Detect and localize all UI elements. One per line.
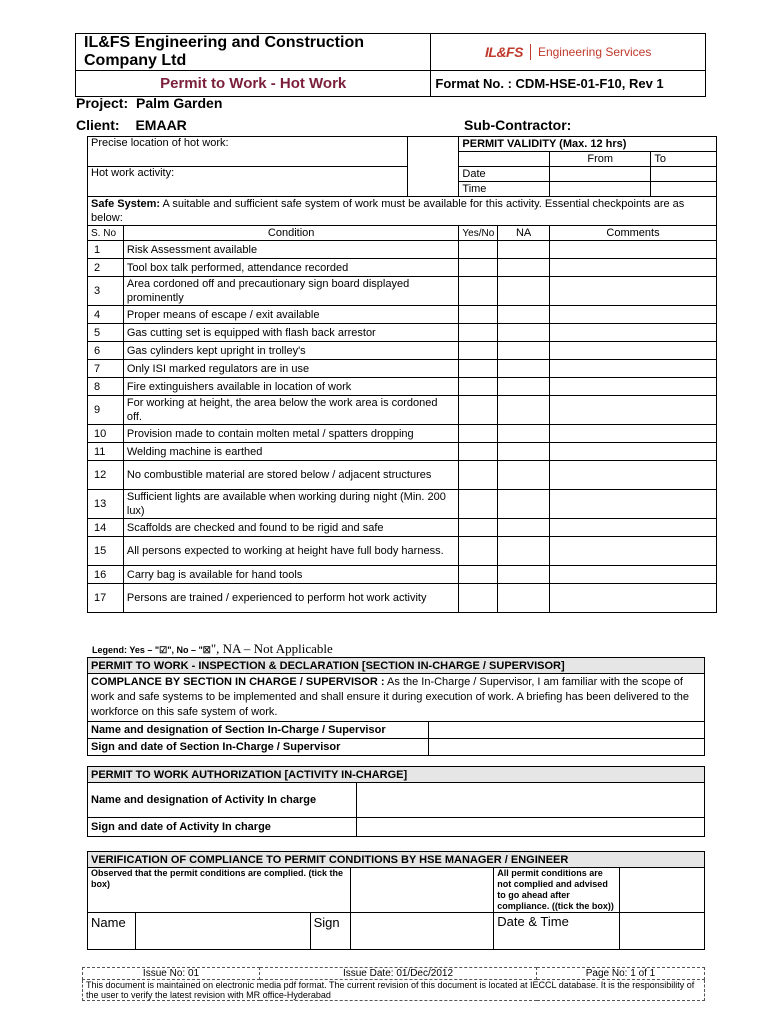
row-condition: All persons expected to working at height have full body harness.	[123, 537, 459, 566]
row-yesno-field[interactable]	[459, 490, 498, 519]
client-value: EMAAR	[135, 117, 187, 133]
row-yesno-field[interactable]	[459, 396, 498, 425]
checklist-row	[88, 566, 717, 584]
safe-system-label: Safe System:	[91, 198, 161, 210]
checklist-row	[88, 342, 717, 360]
row-na-field[interactable]	[498, 277, 550, 306]
checklist-row	[88, 396, 717, 425]
location-label: Precise location of hot work:	[88, 137, 408, 167]
issue-number: Issue No: 01	[83, 968, 260, 980]
row-comments-field[interactable]	[549, 425, 716, 443]
checklist-row	[88, 241, 717, 259]
row-yesno-field[interactable]	[459, 584, 498, 613]
row-condition: Fire extinguishers available in location of work	[123, 378, 459, 396]
row-number: 4	[88, 306, 124, 324]
activity-incharge-name-label: Name and designation of Activity In charge	[88, 783, 357, 818]
row-yesno-field[interactable]	[459, 277, 498, 306]
row-yesno-field[interactable]	[459, 566, 498, 584]
authorization-heading: PERMIT TO WORK AUTHORIZATION [ACTIVITY IN-CHARGE]	[88, 767, 705, 783]
footer-note: This document is maintained on electronic media pdf format. The current revision of this document is located at IECCL database. It is the responsibility of the user to verify the latest revision with MR office-Hyderabad	[83, 980, 705, 1001]
time-label: Time	[459, 182, 550, 197]
condition-header: Condition	[123, 226, 459, 241]
page-number: Page No: 1 of 1	[537, 968, 705, 980]
checklist-row	[88, 324, 717, 342]
legend	[92, 641, 333, 657]
row-yesno-field[interactable]	[459, 443, 498, 461]
row-comments-field[interactable]	[549, 490, 716, 519]
row-na-field[interactable]	[498, 566, 550, 584]
checklist-row	[88, 259, 717, 277]
row-yesno-field[interactable]	[459, 306, 498, 324]
row-comments-field[interactable]	[549, 443, 716, 461]
safe-system-text: A suitable and sufficient safe system of work must be available for this activity. Essential checkpoints are as below:	[91, 198, 685, 224]
checklist-row	[88, 277, 717, 306]
checklist-row	[88, 584, 717, 613]
checklist-row	[88, 537, 717, 566]
legend-prefix: Legend: Yes – "☑", No – "☒	[92, 645, 211, 655]
row-comments-field[interactable]	[549, 584, 716, 613]
time-from-field[interactable]	[549, 182, 650, 197]
project-value: Palm Garden	[136, 95, 223, 111]
row-yesno-field[interactable]	[459, 537, 498, 566]
location-gap	[407, 137, 459, 197]
document-footer	[82, 967, 705, 1001]
row-condition: For working at height, the area below the work area is cordoned off.	[123, 396, 459, 425]
row-condition: Area cordoned off and precautionary sign board displayed prominently	[123, 277, 459, 306]
checklist-row	[88, 519, 717, 537]
row-number: 8	[88, 378, 124, 396]
row-yesno-field[interactable]	[459, 425, 498, 443]
row-na-field[interactable]	[498, 378, 550, 396]
company-name: IL&FS Engineering and Construction Company Ltd	[76, 34, 431, 71]
checklist-row	[88, 443, 717, 461]
row-na-field[interactable]	[498, 306, 550, 324]
activity-incharge-name-field[interactable]	[357, 783, 705, 818]
hot-work-checklist	[87, 136, 717, 613]
authorization-section	[87, 766, 705, 837]
project-line	[76, 95, 222, 111]
client-label: Client:	[76, 117, 120, 133]
ilfs-logo-icon: IL&FS	[485, 44, 523, 60]
date-to-field[interactable]	[651, 167, 717, 182]
row-comments-field[interactable]	[549, 306, 716, 324]
checklist-row	[88, 360, 717, 378]
client-line	[76, 117, 187, 133]
activity-label: Hot work activity:	[88, 167, 408, 197]
row-number: 6	[88, 342, 124, 360]
row-condition: Scaffolds are checked and found to be rigid and safe	[123, 519, 459, 537]
row-yesno-field[interactable]	[459, 324, 498, 342]
row-comments-field[interactable]	[549, 342, 716, 360]
activity-incharge-sign-field[interactable]	[357, 818, 705, 837]
compliance-text: As the In-Charge / Supervisor, I am familiar with the scope of work and safe systems to be implemented and shall ensure it during execution of work. A briefing has been delivered to the workforce on this safe system of work.	[91, 676, 690, 718]
to-label: To	[651, 152, 717, 167]
complied-checkbox[interactable]	[350, 868, 494, 913]
hse-datetime-label: Date & Time	[494, 913, 620, 950]
row-number: 3	[88, 277, 124, 306]
checklist-row	[88, 425, 717, 443]
row-na-field[interactable]	[498, 584, 550, 613]
checklist-row	[88, 490, 717, 519]
compliance-statement	[88, 674, 705, 722]
row-number: 7	[88, 360, 124, 378]
row-na-field[interactable]	[498, 241, 550, 259]
verification-heading: VERIFICATION OF COMPLIANCE TO PERMIT CONDITIONS BY HSE MANAGER / ENGINEER	[88, 852, 705, 868]
hse-name-field[interactable]	[135, 913, 310, 950]
row-number: 16	[88, 566, 124, 584]
row-condition: Welding machine is earthed	[123, 443, 459, 461]
row-na-field[interactable]	[498, 461, 550, 490]
company-logo	[431, 34, 706, 71]
hse-datetime-field[interactable]	[620, 913, 705, 950]
hse-name-label: Name	[88, 913, 136, 950]
date-label: Date	[459, 167, 550, 182]
hse-sign-label: Sign	[310, 913, 350, 950]
comments-header: Comments	[549, 226, 716, 241]
row-condition: Gas cutting set is equipped with flash back arrestor	[123, 324, 459, 342]
row-condition: Provision made to contain molten metal / spatters dropping	[123, 425, 459, 443]
not-complied-checkbox[interactable]	[620, 868, 705, 913]
row-comments-field[interactable]	[549, 259, 716, 277]
row-yesno-field[interactable]	[459, 360, 498, 378]
row-comments-field[interactable]	[549, 519, 716, 537]
row-na-field[interactable]	[498, 360, 550, 378]
logo-text: Engineering Services	[537, 45, 652, 59]
inspection-section	[87, 657, 705, 756]
time-to-field[interactable]	[651, 182, 717, 197]
row-na-field[interactable]	[498, 425, 550, 443]
checklist-row	[88, 461, 717, 490]
row-number: 10	[88, 425, 124, 443]
row-number: 11	[88, 443, 124, 461]
row-na-field[interactable]	[498, 259, 550, 277]
row-na-field[interactable]	[498, 396, 550, 425]
row-na-field[interactable]	[498, 519, 550, 537]
hse-sign-field[interactable]	[350, 913, 494, 950]
row-yesno-field[interactable]	[459, 259, 498, 277]
row-number: 1	[88, 241, 124, 259]
compliance-label: COMPLANCE BY SECTION IN CHARGE / SUPERVISOR :	[91, 676, 385, 688]
row-number: 14	[88, 519, 124, 537]
row-condition: Persons are trained / experienced to perform hot work activity	[123, 584, 459, 613]
na-header: NA	[498, 226, 550, 241]
format-number: Format No. : CDM-HSE-01-F10, Rev 1	[431, 71, 706, 97]
row-number: 17	[88, 584, 124, 613]
row-number: 9	[88, 396, 124, 425]
activity-incharge-sign-label: Sign and date of Activity In charge	[88, 818, 357, 837]
legend-suffix: ", NA – Not Applicable	[210, 641, 333, 656]
row-yesno-field[interactable]	[459, 378, 498, 396]
row-comments-field[interactable]	[549, 277, 716, 306]
subcontractor-label: Sub-Contractor:	[464, 117, 572, 133]
row-comments-field[interactable]	[549, 324, 716, 342]
project-label: Project:	[76, 95, 129, 111]
row-comments-field[interactable]	[549, 378, 716, 396]
sno-header: S. No	[88, 226, 124, 241]
row-na-field[interactable]	[498, 537, 550, 566]
document-header	[75, 33, 706, 97]
issue-date: Issue Date: 01/Dec/2012	[260, 968, 537, 980]
row-na-field[interactable]	[498, 490, 550, 519]
row-number: 15	[88, 537, 124, 566]
section-incharge-sign-label: Sign and date of Section In-Charge / Supervisor	[88, 739, 429, 756]
row-comments-field[interactable]	[549, 537, 716, 566]
row-na-field[interactable]	[498, 342, 550, 360]
checklist-row	[88, 306, 717, 324]
row-number: 2	[88, 259, 124, 277]
row-comments-field[interactable]	[549, 566, 716, 584]
validity-label: PERMIT VALIDITY (Max. 12 hrs)	[459, 137, 717, 152]
row-comments-field[interactable]	[549, 241, 716, 259]
checklist-row	[88, 378, 717, 396]
verification-section	[87, 851, 705, 950]
row-condition: Tool box talk performed, attendance recorded	[123, 259, 459, 277]
validity-blank	[459, 152, 550, 167]
row-na-field[interactable]	[498, 443, 550, 461]
row-yesno-field[interactable]	[459, 519, 498, 537]
row-na-field[interactable]	[498, 324, 550, 342]
inspection-heading: PERMIT TO WORK - INSPECTION & DECLARATION [SECTION IN-CHARGE / SUPERVISOR]	[88, 658, 705, 674]
form-title: Permit to Work - Hot Work	[76, 71, 431, 97]
row-yesno-field[interactable]	[459, 342, 498, 360]
section-incharge-name-field[interactable]	[429, 722, 705, 739]
row-comments-field[interactable]	[549, 461, 716, 490]
complied-text: Observed that the permit conditions are complied. (tick the box)	[88, 868, 351, 913]
row-condition: Carry bag is available for hand tools	[123, 566, 459, 584]
date-from-field[interactable]	[549, 167, 650, 182]
row-number: 12	[88, 461, 124, 490]
row-yesno-field[interactable]	[459, 241, 498, 259]
row-condition: Proper means of escape / exit available	[123, 306, 459, 324]
section-incharge-sign-field[interactable]	[429, 739, 705, 756]
row-condition: Gas cylinders kept upright in trolley's	[123, 342, 459, 360]
safe-system-note	[88, 197, 717, 226]
yesno-header: Yes/No	[459, 226, 498, 241]
row-condition: Risk Assessment available	[123, 241, 459, 259]
row-number: 5	[88, 324, 124, 342]
not-complied-text: All permit conditions are not complied and advised to go ahead after compliance. ((tick the box))	[494, 868, 620, 913]
row-condition: Only ISI marked regulators are in use	[123, 360, 459, 378]
row-comments-field[interactable]	[549, 396, 716, 425]
logo-divider	[530, 44, 531, 60]
from-label: From	[549, 152, 650, 167]
row-number: 13	[88, 490, 124, 519]
row-condition: Sufficient lights are available when working during night (Min. 200 lux)	[123, 490, 459, 519]
section-incharge-name-label: Name and designation of Section In-Charge / Supervisor	[88, 722, 429, 739]
row-yesno-field[interactable]	[459, 461, 498, 490]
row-condition: No combustible material are stored below / adjacent structures	[123, 461, 459, 490]
row-comments-field[interactable]	[549, 360, 716, 378]
